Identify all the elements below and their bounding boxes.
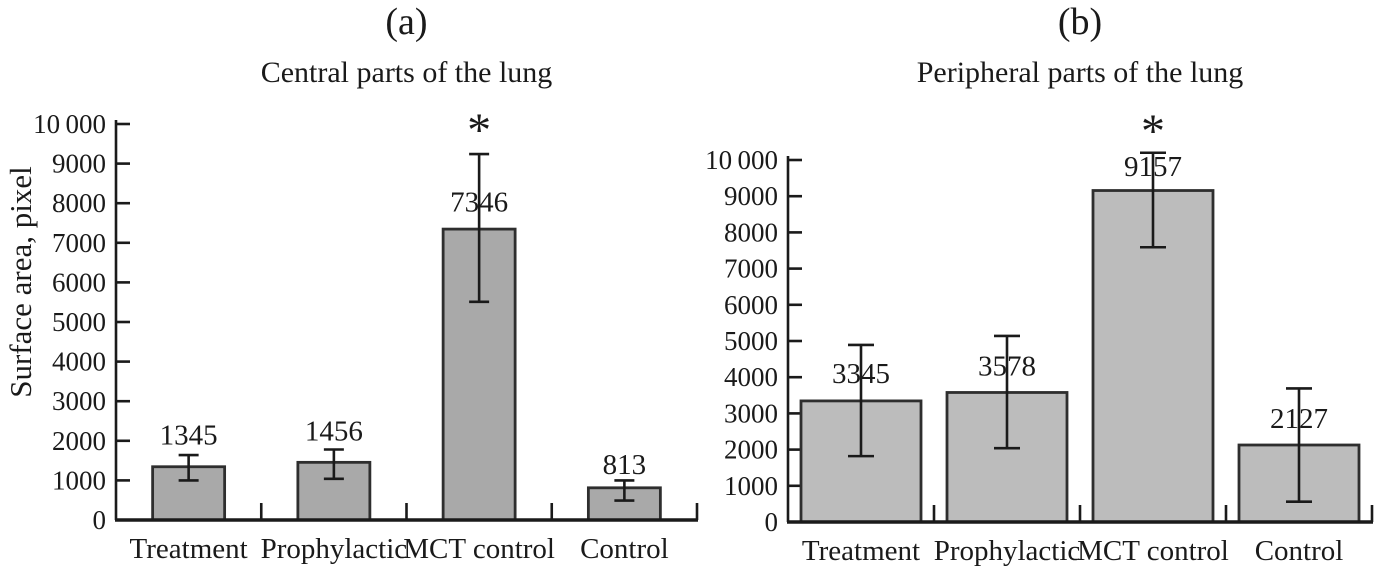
y-tick-label: 10 000 <box>33 109 106 139</box>
panel-b-chart <box>690 100 1377 568</box>
y-tick-label: 9000 <box>724 181 778 212</box>
panel-a-label: (a) <box>385 1 428 43</box>
category-label: MCT control <box>403 533 555 565</box>
category-label: Control <box>580 533 669 565</box>
y-tick-label: 9000 <box>52 148 106 179</box>
y-tick-label: 4000 <box>52 346 106 377</box>
y-tick-label: 2000 <box>724 434 778 465</box>
y-tick-label: 5000 <box>724 326 778 356</box>
category-label: Control <box>1254 535 1344 567</box>
y-tick-label: 0 <box>764 507 778 537</box>
category-label: Treatment <box>801 535 921 567</box>
y-tick-label: 6000 <box>52 267 106 298</box>
value-label: 7346 <box>450 186 509 219</box>
y-tick-label: 3000 <box>52 386 106 417</box>
panel-b-title: Peripheral parts of the lung <box>916 56 1244 89</box>
y-tick-label: 3000 <box>724 398 778 429</box>
chart-svg-b <box>690 100 1377 568</box>
y-tick-label: 8000 <box>52 188 106 219</box>
y-axis-title-text: Surface area, pixel <box>3 166 39 398</box>
y-tick-label: 7000 <box>724 253 778 284</box>
value-label: 9157 <box>1124 151 1182 184</box>
panel-a-title: Central parts of the lung <box>260 56 553 89</box>
value-label: 813 <box>602 448 647 481</box>
panel-b-label: (b) <box>1057 1 1103 43</box>
value-label: 2127 <box>1270 402 1328 435</box>
category-label: Prophylactic <box>933 535 1081 567</box>
significance-star: * <box>1141 105 1165 159</box>
chart-svg-a <box>0 100 700 568</box>
value-label: 3578 <box>978 350 1036 383</box>
category-label: MCT control <box>1077 535 1229 567</box>
y-tick-label: 1000 <box>724 470 778 501</box>
value-label: 1345 <box>159 419 218 452</box>
y-tick-label: 7000 <box>52 227 106 258</box>
y-tick-label: 1000 <box>52 465 106 496</box>
y-tick-label: 2000 <box>52 425 106 456</box>
significance-star: * <box>467 103 492 157</box>
value-label: 1456 <box>304 415 363 448</box>
panel-b <box>690 0 1377 568</box>
y-tick-label: 0 <box>92 505 106 535</box>
category-label: Treatment <box>129 533 248 565</box>
category-label: Prophylactic <box>260 533 408 565</box>
value-label: 3345 <box>832 357 890 390</box>
y-tick-label: 10 000 <box>705 145 778 175</box>
y-tick-label: 8000 <box>724 217 778 248</box>
y-tick-label: 5000 <box>52 307 106 337</box>
y-tick-label: 4000 <box>724 362 778 393</box>
panel-a-chart <box>0 100 700 568</box>
y-tick-label: 6000 <box>724 289 778 320</box>
